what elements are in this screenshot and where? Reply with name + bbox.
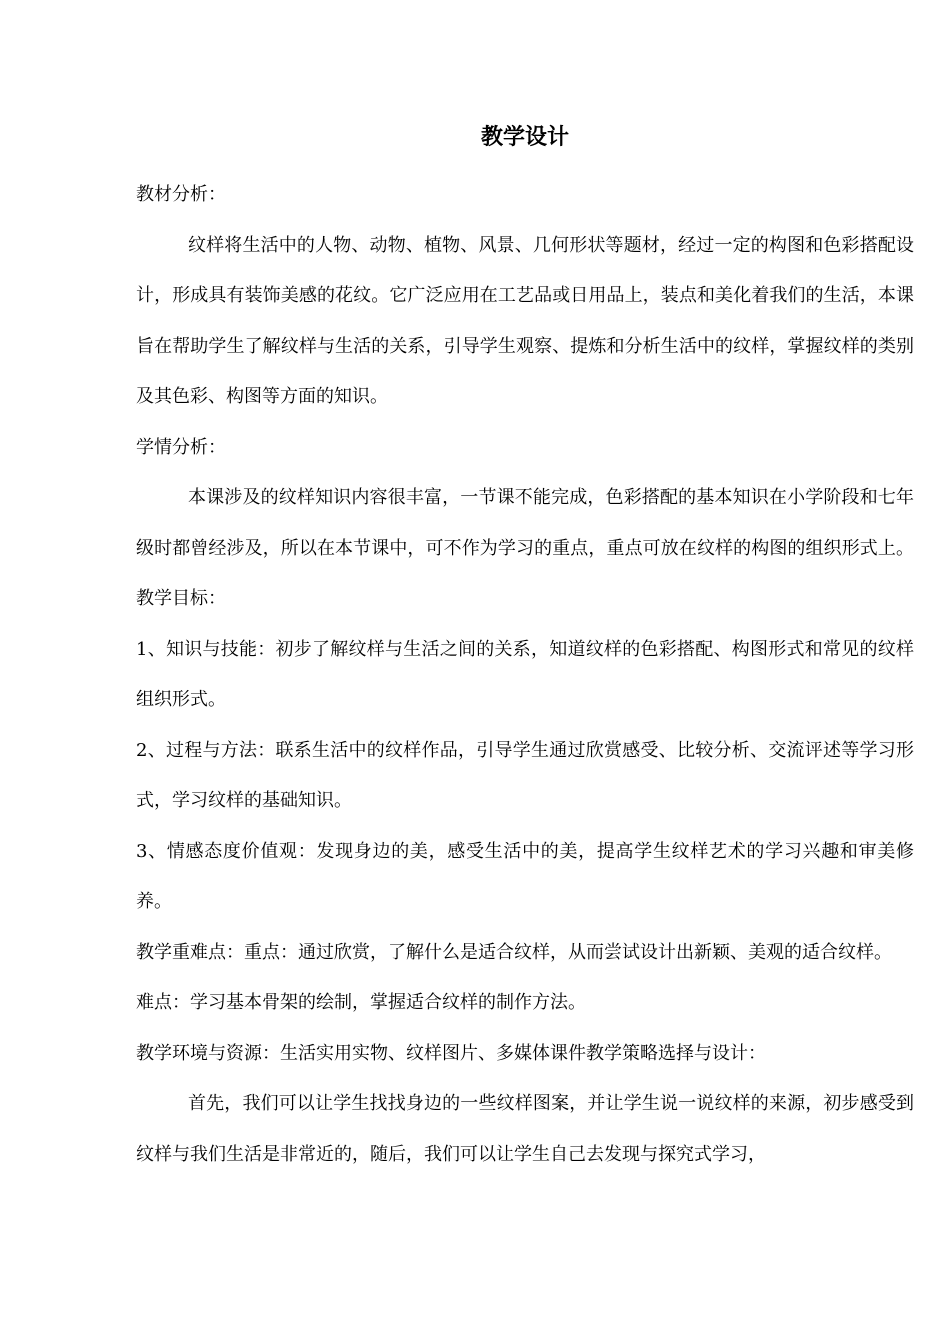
goal-emotion-values: 3、情感态度价值观：发现身边的美，感受生活中的美，提高学生纹样艺术的学习兴趣和审美修养。 — [136, 840, 914, 912]
paragraph-key-points: 教学重难点：重点：通过欣赏，了解什么是适合纹样，从而尝试设计出新颖、美观的适合纹样。 — [136, 941, 892, 963]
paragraph-difficulties: 难点：学习基本骨架的绘制，掌握适合纹样的制作方法。 — [136, 992, 586, 1013]
heading-textbook-analysis: 教材分析： — [136, 184, 226, 205]
goal-process-method: 2、过程与方法：联系生活中的纹样作品，引导学生通过欣赏感受、比较分析、交流评述等学习形式，学习纹样的基础知识。 — [136, 739, 914, 811]
document-title: 教学设计 — [480, 125, 569, 150]
paragraph-textbook-analysis: 纹样将生活中的人物、动物、植物、风景、几何形状等题材，经过一定的构图和色彩搭配设计，形成具有装饰美感的花纹。它广泛应用在工艺品或日用品上，装点和美化着我们的生活，本课旨在帮助学生了解纹样与生活的关系，引导学生观察、提炼和分析生活中的纹样，掌握纹样的类别及其色彩、构图等方面的知识。 — [136, 234, 914, 407]
heading-student-analysis: 学情分析： — [136, 436, 226, 458]
paragraph-environment-resources: 教学环境与资源：生活实用实物、纹样图片、多媒体课件教学策略选择与设计： — [136, 1042, 766, 1064]
paragraph-student-analysis: 本课涉及的纹样知识内容很丰富，一节课不能完成，色彩搭配的基本知识在小学阶段和七年级时都曾经涉及，所以在本节课中，可不作为学习的重点，重点可放在纹样的构图的组织形式上。教学目标： — [136, 487, 914, 609]
document-page — [136, 118, 914, 1180]
goal-knowledge-skills: 1、知识与技能：初步了解纹样与生活之间的关系，知道纹样的色彩搭配、构图形式和常见的纹样组织形式。 — [136, 638, 914, 710]
paragraph-strategy: 首先，我们可以让学生找找身边的一些纹样图案，并让学生说一说纹样的来源，初步感受到纹样与我们生活是非常近的，随后，我们可以让学生自己去发现与探究式学习， — [136, 1093, 914, 1165]
